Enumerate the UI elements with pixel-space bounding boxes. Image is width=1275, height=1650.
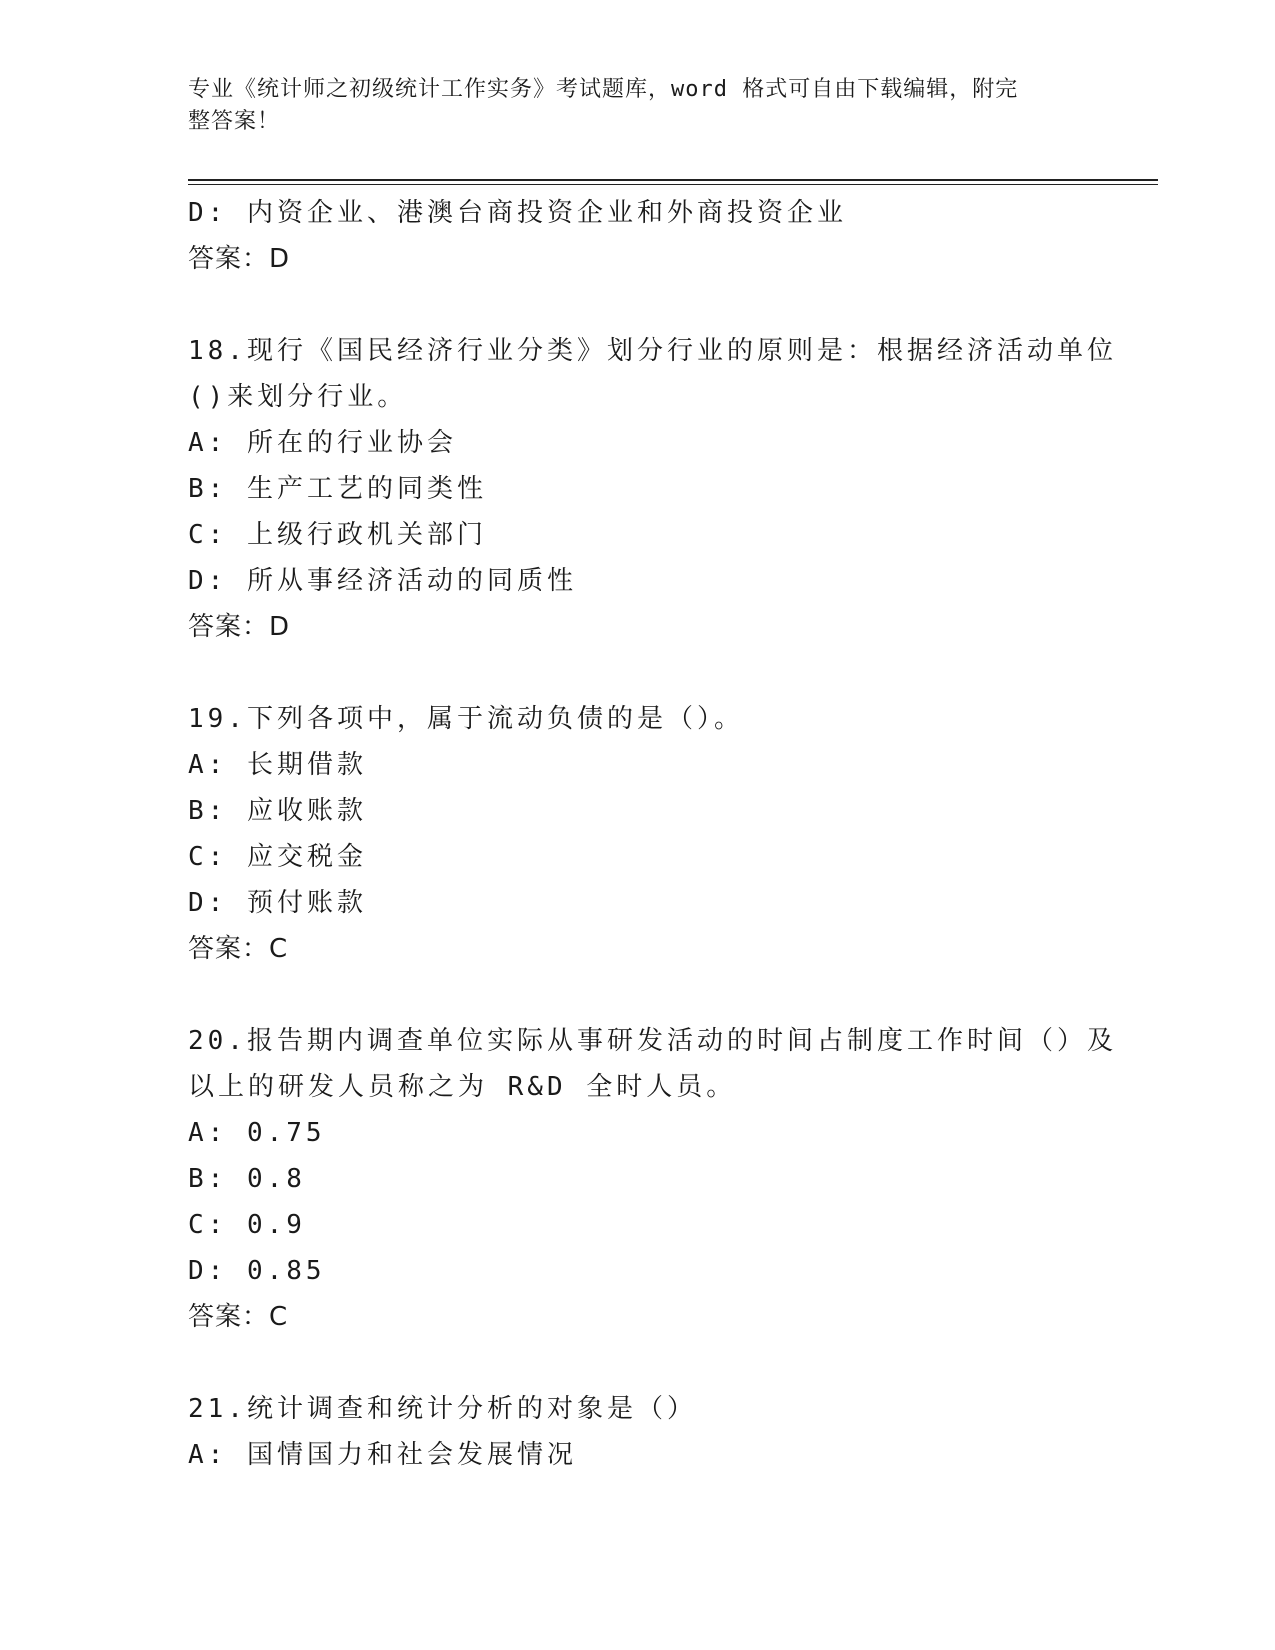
option-c: C: 0.9: [188, 1210, 306, 1240]
question-text-line: 19.下列各项中，属于流动负债的是（）。: [188, 704, 744, 734]
option-a: A: 0.75: [188, 1118, 326, 1148]
option-d: D: 内资企业、港澳台商投资企业和外商投资企业: [188, 198, 847, 228]
question-block-19: [188, 696, 1088, 972]
question-block-18: [188, 328, 1117, 650]
question-list: [188, 190, 1117, 1478]
question-text-line: 18.现行《国民经济行业分类》划分行业的原则是：根据经济活动单位: [188, 336, 1117, 366]
answer-label: 答案：C: [188, 934, 289, 964]
header-divider-thick: [188, 179, 1158, 181]
answer-label: 答案：D: [188, 244, 291, 274]
option-a: A: 国情国力和社会发展情况: [188, 1440, 577, 1470]
option-a: A: 所在的行业协会: [188, 428, 457, 458]
option-d: D: 所从事经济活动的同质性: [188, 566, 577, 596]
option-b: B: 应收账款: [188, 796, 367, 826]
header-line-1: 专业《统计师之初级统计工作实务》考试题库，word 格式可自由下载编辑，附完: [188, 77, 1019, 102]
question-block-20: [188, 1018, 1117, 1340]
header-line-2: 整答案！: [188, 109, 281, 134]
option-d: D: 预付账款: [188, 888, 367, 918]
answer-label: 答案：C: [188, 1302, 289, 1332]
question-block-17: [188, 190, 1088, 282]
option-c: C: 上级行政机关部门: [188, 520, 487, 550]
option-a: A: 长期借款: [188, 750, 367, 780]
answer-label: 答案：D: [188, 612, 291, 642]
question-text-line: 21.统计调查和统计分析的对象是（）: [188, 1394, 697, 1424]
question-text-line: 20.报告期内调查单位实际从事研发活动的时间占制度工作时间（）及: [188, 1026, 1117, 1056]
question-text-line: ()来划分行业。: [188, 382, 408, 412]
header-divider-thin: [188, 184, 1158, 185]
option-b: B: 0.8: [188, 1164, 306, 1194]
question-block-21: [188, 1386, 1088, 1478]
option-d: D: 0.85: [188, 1256, 326, 1286]
question-text-line: 以上的研发人员称之为 R&D 全时人员。: [188, 1072, 737, 1102]
document-header: [188, 74, 1068, 138]
option-b: B: 生产工艺的同类性: [188, 474, 487, 504]
option-c: C: 应交税金: [188, 842, 367, 872]
